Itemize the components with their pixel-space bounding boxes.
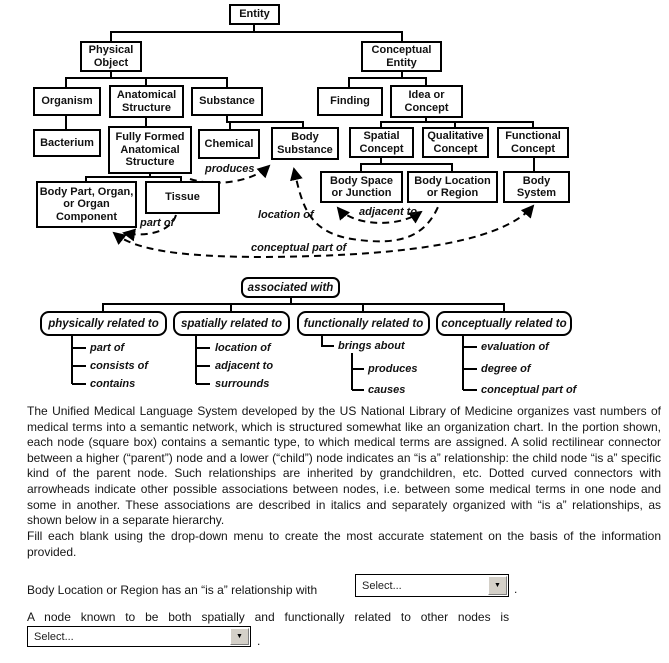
hierarchy-item-consists-of: consists of (90, 360, 149, 372)
hierarchy-item-adjacent-to: adjacent to (215, 360, 274, 372)
question-2-prompt: A node known to be both spatially and functionally related to other nodes is (27, 610, 510, 624)
node-fully-formed-anatomical-structure: Fully Formed Anatomical Structure (108, 126, 192, 174)
node-body-system: Body System (503, 171, 570, 203)
relation-label-adjacent-to: adjacent to (359, 206, 418, 218)
description-paragraph: The Unified Medical Language System developed by the US National Library of Medicine organizes vast numbers of medical terms into a semantic network, which is structured somewhat like an organization chart. In the portion shown, each node (square box) contains a semantic type, to which medical terms are assigned. A solid rectilinear connector between a higher (“parent”) node and a lower (“child”) node indicates an “is a” relationship: the child node “is a” specific kind of the parent node. Such relationships are inherited by grandchildren, etc. Dotted curved connectors with arrowheads indicate other possible associations between nodes, i.e. between some medical terms in one node and some in another. These associations are described in italics and separately organized with “is a” relationships, as shown below in a separate hierarchy. (27, 404, 661, 528)
hierarchy-item-causes: causes (368, 384, 406, 396)
hierarchy-item-conceptual-part-of: conceptual part of (481, 384, 577, 396)
hierarchy-branch-conceptually-related-to: conceptually related to (436, 311, 572, 336)
node-physical-object: Physical Object (80, 41, 142, 72)
hierarchy-item-brings-about: brings about (338, 340, 405, 352)
node-body-substance: Body Substance (271, 127, 339, 160)
node-spatial-concept: Spatial Concept (349, 127, 414, 158)
node-bacterium: Bacterium (33, 129, 101, 157)
hierarchy-item-part-of: part of (90, 342, 125, 354)
hierarchy-item-location-of: location of (215, 342, 271, 354)
question-2-dropdown-value: Select... (34, 630, 74, 643)
node-body-part-organ-or-organ-component: Body Part, Organ, or Organ Component (36, 181, 137, 228)
hierarchy-item-surrounds: surrounds (215, 378, 270, 390)
hierarchy-item-produces: produces (368, 363, 418, 375)
relation-label-conceptual-part-of: conceptual part of (251, 242, 347, 254)
hierarchy-item-evaluation-of: evaluation of (481, 341, 549, 353)
node-organism: Organism (33, 87, 101, 116)
node-qualitative-concept: Qualitative Concept (422, 127, 489, 158)
node-entity: Entity (229, 4, 280, 25)
relation-label-part-of: part of (140, 217, 175, 229)
node-body-location-or-region: Body Location or Region (407, 171, 498, 203)
instruction-paragraph: Fill each blank using the drop-down menu to create the most accurate statement on the basis of the information provided. (27, 529, 661, 559)
hierarchy-branch-functionally-related-to: functionally related to (297, 311, 430, 336)
hierarchy-root-associated-with: associated with (241, 277, 340, 298)
node-finding: Finding (317, 87, 383, 116)
node-substance: Substance (191, 87, 263, 116)
relation-label-produces: produces (205, 163, 255, 175)
relation-label-location-of: location of (258, 209, 314, 221)
node-conceptual-entity: Conceptual Entity (361, 41, 442, 72)
node-body-space-or-junction: Body Space or Junction (320, 171, 403, 203)
hierarchy-branch-spatially-related-to: spatially related to (173, 311, 290, 336)
question-1-dropdown-value: Select... (362, 579, 402, 592)
hierarchy-item-contains: contains (90, 378, 136, 390)
chevron-down-icon: ▼ (236, 633, 243, 640)
question-2-period: . (257, 634, 261, 648)
node-anatomical-structure: Anatomical Structure (109, 85, 184, 118)
question-2-dropdown[interactable] (27, 626, 251, 647)
question-1-period: . (514, 582, 518, 596)
question-1-dropdown[interactable] (355, 574, 509, 597)
hierarchy-item-degree-of: degree of (481, 363, 531, 375)
node-functional-concept: Functional Concept (497, 127, 569, 158)
question-1-dropdown-arrow-button[interactable] (488, 576, 507, 595)
node-chemical: Chemical (198, 129, 260, 159)
node-tissue: Tissue (145, 181, 220, 214)
question-2-dropdown-arrow-button[interactable] (230, 628, 249, 645)
node-idea-or-concept: Idea or Concept (390, 85, 463, 118)
hierarchy-branch-physically-related-to: physically related to (40, 311, 167, 336)
chevron-down-icon: ▼ (494, 582, 501, 589)
question-1-prompt: Body Location or Region has an “is a” relationship with (27, 583, 318, 597)
